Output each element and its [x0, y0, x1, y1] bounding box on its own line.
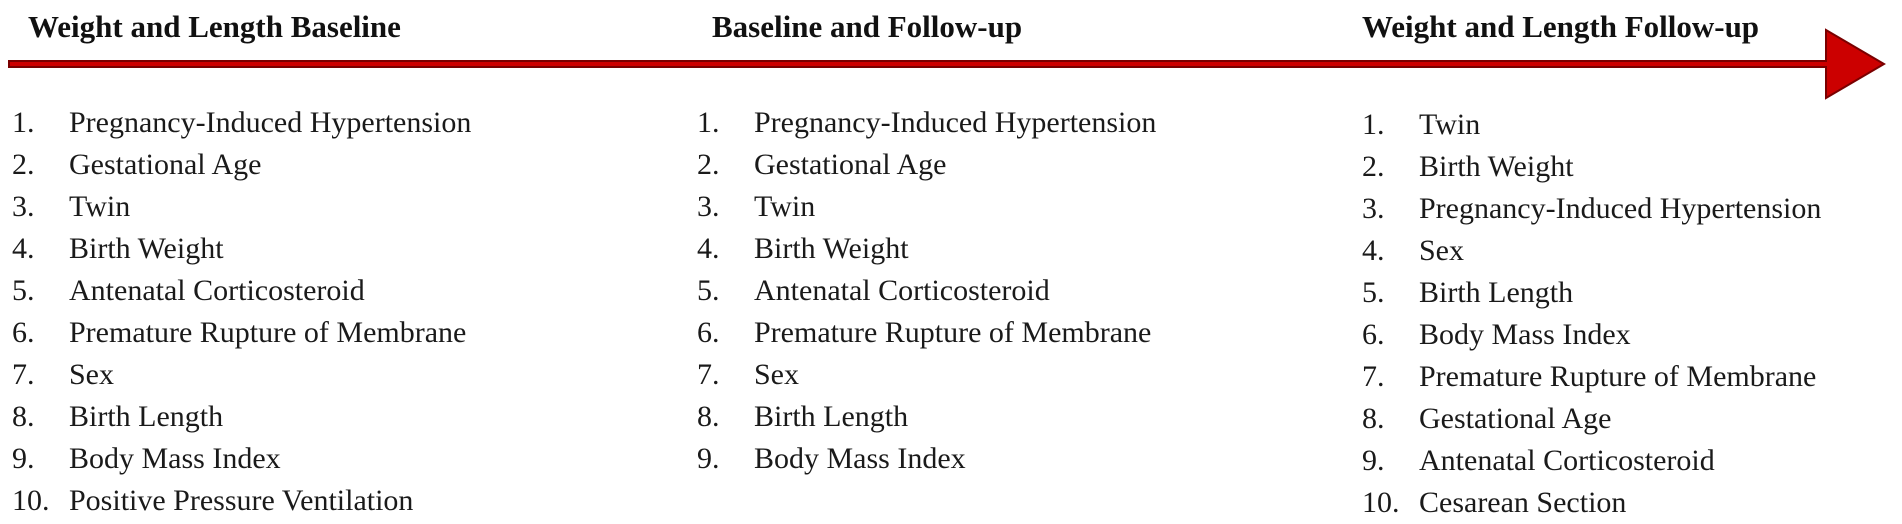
list-item — [697, 354, 1156, 396]
list-item — [697, 438, 1156, 480]
ranked-list-baseline-follow-up — [697, 102, 1156, 480]
list-item-label: Gestational Age — [1419, 402, 1612, 435]
list-item — [697, 144, 1156, 186]
list-item-label: Pregnancy-Induced Hypertension — [754, 106, 1157, 139]
list-item-number: 10. — [1362, 486, 1400, 519]
column-heading-baseline-follow-up: Baseline and Follow-up — [712, 9, 1023, 44]
list-item — [12, 396, 471, 438]
list-item-label: Body Mass Index — [754, 442, 966, 475]
list-item-label: Pregnancy-Induced Hypertension — [69, 106, 472, 139]
list-item — [12, 270, 471, 312]
column-heading-weight-length-baseline: Weight and Length Baseline — [28, 9, 401, 44]
list-item-number: 1. — [1362, 108, 1385, 141]
timeline-arrow-shape — [9, 30, 1884, 98]
list-item-label: Twin — [69, 190, 131, 223]
list-item-number: 1. — [697, 106, 720, 139]
list-item-label: Premature Rupture of Membrane — [754, 316, 1152, 349]
list-item-number: 1. — [12, 106, 35, 139]
list-item — [12, 102, 471, 144]
list-item-number: 2. — [12, 148, 35, 181]
list-item — [12, 312, 471, 354]
list-item — [697, 312, 1156, 354]
list-item-number: 3. — [1362, 192, 1385, 225]
list-item-number: 4. — [1362, 234, 1385, 267]
list-item — [12, 354, 471, 396]
list-item-number: 7. — [1362, 360, 1385, 393]
list-item-label: Sex — [754, 358, 799, 391]
list-item — [1362, 356, 1821, 398]
list-item — [12, 480, 471, 522]
list-item-number: 8. — [12, 400, 35, 433]
list-item-label: Sex — [1419, 234, 1464, 267]
list-item-number: 6. — [1362, 318, 1385, 351]
list-item-number: 9. — [1362, 444, 1385, 477]
list-item-label: Antenatal Corticosteroid — [69, 274, 365, 307]
list-item — [1362, 440, 1821, 482]
list-item-number: 7. — [12, 358, 35, 391]
list-item-number: 4. — [697, 232, 720, 265]
list-item — [12, 186, 471, 228]
list-item-number: 7. — [697, 358, 720, 391]
list-item — [1362, 188, 1821, 230]
list-item — [1362, 314, 1821, 356]
list-item-number: 10. — [12, 484, 50, 517]
list-item-label: Body Mass Index — [1419, 318, 1631, 351]
list-item — [12, 144, 471, 186]
list-item-number: 9. — [697, 442, 720, 475]
list-item-label: Birth Weight — [754, 232, 909, 265]
list-item-label: Birth Length — [1419, 276, 1574, 309]
list-item-label: Positive Pressure Ventilation — [69, 484, 414, 517]
list-item-label: Antenatal Corticosteroid — [1419, 444, 1715, 477]
list-item-number: 8. — [1362, 402, 1385, 435]
list-item-label: Pregnancy-Induced Hypertension — [1419, 192, 1822, 225]
list-item-number: 2. — [697, 148, 720, 181]
list-item — [1362, 482, 1821, 524]
list-item-number: 6. — [12, 316, 35, 349]
list-item-label: Twin — [1419, 108, 1481, 141]
list-item-label: Birth Weight — [69, 232, 224, 265]
list-item-number: 5. — [697, 274, 720, 307]
list-item-number: 5. — [12, 274, 35, 307]
list-item — [697, 228, 1156, 270]
list-item-number: 5. — [1362, 276, 1385, 309]
list-item-label: Cesarean Section — [1419, 486, 1627, 519]
list-item-number: 9. — [12, 442, 35, 475]
list-item-label: Premature Rupture of Membrane — [1419, 360, 1817, 393]
timeline-arrow — [8, 28, 1888, 100]
ranked-list-weight-length-baseline — [12, 102, 471, 522]
list-item-number: 4. — [12, 232, 35, 265]
list-item — [697, 396, 1156, 438]
list-item-number: 6. — [697, 316, 720, 349]
list-item — [1362, 146, 1821, 188]
list-item-label: Gestational Age — [754, 148, 947, 181]
list-item-number: 2. — [1362, 150, 1385, 183]
list-item — [1362, 272, 1821, 314]
list-item-number: 8. — [697, 400, 720, 433]
list-item — [697, 186, 1156, 228]
column-heading-weight-length-follow-up: Weight and Length Follow-up — [1362, 9, 1760, 44]
list-item-label: Birth Weight — [1419, 150, 1574, 183]
list-item — [1362, 230, 1821, 272]
list-item — [697, 270, 1156, 312]
list-item-label: Sex — [69, 358, 114, 391]
list-item — [12, 438, 471, 480]
list-item-label: Premature Rupture of Membrane — [69, 316, 467, 349]
list-item-label: Twin — [754, 190, 816, 223]
list-item — [1362, 104, 1821, 146]
list-item — [697, 102, 1156, 144]
list-item-number: 3. — [12, 190, 35, 223]
list-item-label: Birth Length — [754, 400, 909, 433]
list-item-label: Body Mass Index — [69, 442, 281, 475]
list-item-label: Birth Length — [69, 400, 224, 433]
list-item-number: 3. — [697, 190, 720, 223]
ranked-list-weight-length-follow-up — [1362, 104, 1821, 524]
list-item — [1362, 398, 1821, 440]
list-item-label: Antenatal Corticosteroid — [754, 274, 1050, 307]
list-item — [12, 228, 471, 270]
list-item-label: Gestational Age — [69, 148, 262, 181]
